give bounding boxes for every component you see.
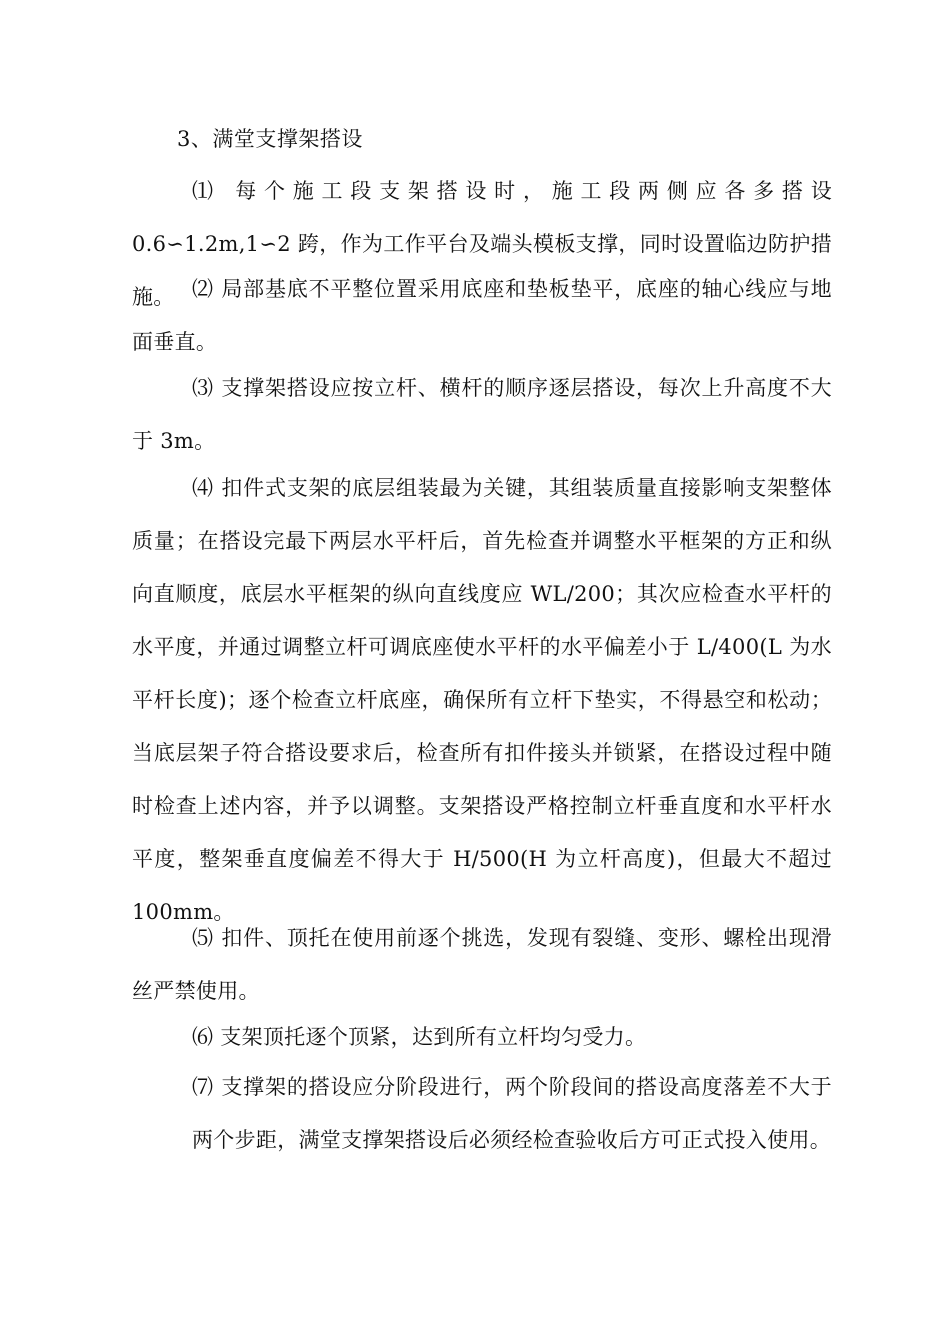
paragraph-2: ⑵ 局部基底不平整位置采用底座和垫板垫平，底座的轴心线应与地面垂直。 xyxy=(132,277,832,354)
paragraph-6: ⑹ 支架顶托逐个顶紧，达到所有立杆均匀受力。 xyxy=(192,1025,647,1049)
paragraph-3: ⑶ 支撑架搭设应按立杆、横杆的顺序逐层搭设，每次上升高度不大于 3m。 xyxy=(132,376,832,453)
paragraph-7: ⑺ 支撑架的搭设应分阶段进行，两个阶段间的搭设高度落差不大于两个步距，满堂支撑架搭设后必须经检查验收后方可正式投入使用。 xyxy=(192,1075,832,1152)
paragraph-5: ⑸ 扣件、顶托在使用前逐个挑选，发现有裂缝、变形、螺栓出现滑丝严禁使用。 xyxy=(132,926,832,1003)
section-heading: 3、满堂支撑架搭设 xyxy=(177,127,363,151)
paragraph-4: ⑷ 扣件式支架的底层组装最为关键，其组装质量直接影响支架整体质量；在搭设完最下两层水平杆后，首先检查并调整水平框架的方正和纵向直顺度，底层水平框架的纵向直线度应 WL/200；其次应检查水平杆的水平度，并通过调整立杆可调底座使水平杆的水平偏差小于 L/400(L 为水平杆长度)；逐个检查立杆底座，确保所有立杆下垫实，不得悬空和松动；当底层架子符合搭设要求后，检查所有扣件接头并锁紧，在搭设过程中随时检查上述内容，并予以调整。支架搭设严格控制立杆垂直度和水平杆水平度，整架垂直度偏差不得大于 H/500(H 为立杆高度)，但最大不超过 100mm。 xyxy=(132,476,832,924)
paragraph-1: ⑴ 每个施工段支架搭设时，施工段两侧应各多搭设 0.6∽1.2m,1∽2 跨，作为工作平台及端头模板支撑，同时设置临边防护措施。 xyxy=(132,179,832,309)
